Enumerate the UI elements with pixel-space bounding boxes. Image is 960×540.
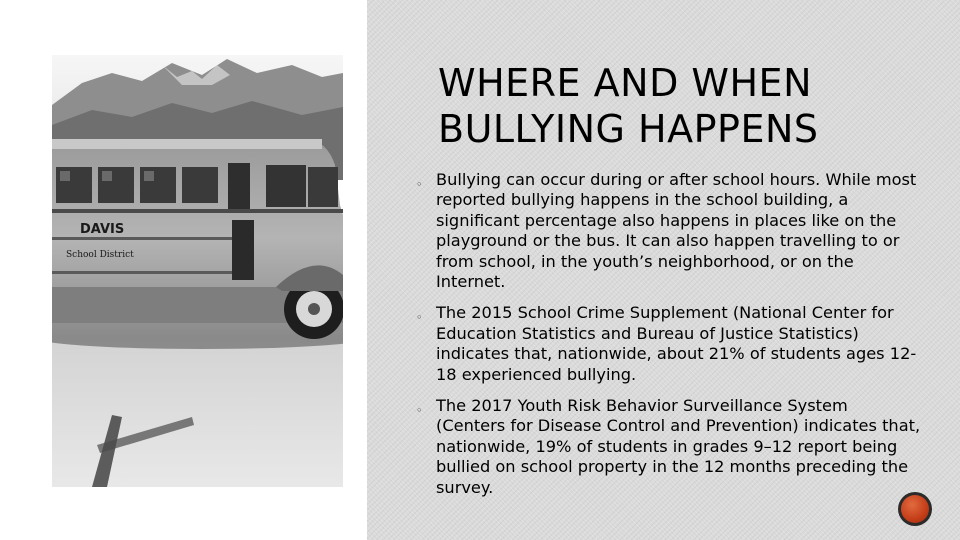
bullet-item xyxy=(416,303,921,385)
bullet-text: The 2015 School Crime Supplement (National Center for Education Statistics and Bureau of Justice Statistics) indicates that, nationwide, about 21% of students ages 12-18 experienced bullying. xyxy=(436,303,917,384)
bus-district-text: School District xyxy=(66,250,134,260)
title-line-1: WHERE AND WHEN xyxy=(438,61,812,105)
bullet-text: Bullying can occur during or after school hours. While most reported bullying happens in the school building, a significant percentage also happens in places like on the playground or the bus. It can also happen travelling to or from school, in the youth’s neighborhood, or on the Internet. xyxy=(436,170,917,292)
school-bus-photo xyxy=(52,55,343,487)
bus-name-text: DAVIS xyxy=(80,222,125,237)
next-slide-icon xyxy=(901,495,929,523)
bullet-item xyxy=(416,396,921,498)
slide-title xyxy=(438,60,938,152)
bullet-marker-icon: ◦ xyxy=(416,178,423,191)
bullet-item xyxy=(416,170,921,292)
bullet-marker-icon: ◦ xyxy=(416,311,423,325)
next-slide-button[interactable] xyxy=(898,492,932,526)
title-line-2: BULLYING HAPPENS xyxy=(438,107,819,151)
bullet-marker-icon: ◦ xyxy=(416,404,423,418)
bullet-list xyxy=(416,170,921,509)
bullet-text: The 2017 Youth Risk Behavior Surveillance System (Centers for Disease Control and Prevention) indicates that, nationwide, 19% of students in grades 9–12 report being bullied on school property in the 12 months preceding the survey. xyxy=(436,396,921,497)
